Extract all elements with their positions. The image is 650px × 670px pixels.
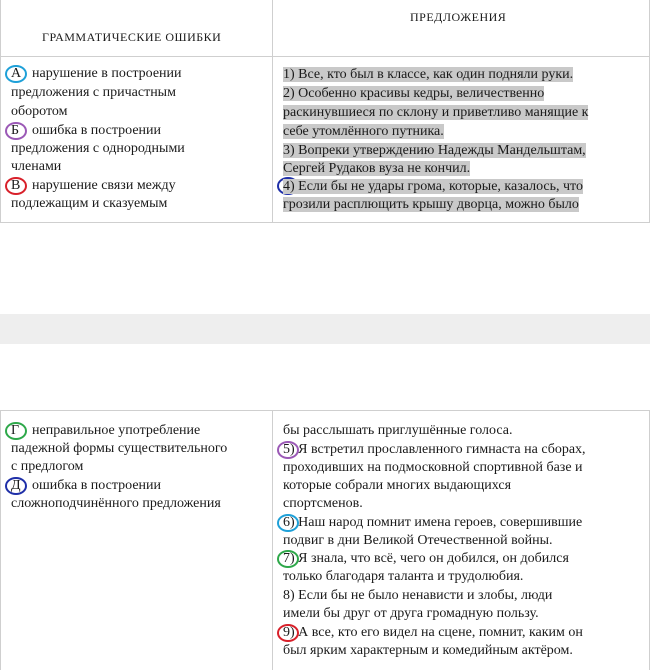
error-g-line: падежной формы существительного xyxy=(11,441,228,456)
error-letter-d: Д xyxy=(11,478,21,493)
error-g-line: с предлогом xyxy=(11,459,84,474)
sentence-line: грозили расплющить крышу дворца, можно было xyxy=(283,197,579,212)
error-v-line: подлежащим и сказуемым xyxy=(11,196,168,211)
sentence-line: бы расслышать приглушённые голоса. xyxy=(283,423,513,438)
sentence-line: только благодаря таланта и трудолюбия. xyxy=(283,569,524,584)
error-letter-v: В xyxy=(11,178,21,193)
sentence-line: себе утомлённого путника. xyxy=(283,124,444,139)
error-b-line: членами xyxy=(11,159,62,174)
error-v-line: нарушение связи между xyxy=(32,178,176,193)
error-d-line: ошибка в построении xyxy=(32,478,162,493)
sentence-line: 2) Особенно красивы кедры, величественно xyxy=(283,86,545,101)
error-a-line: предложения с причастным xyxy=(11,85,176,100)
sentence-line: Сергей Рудаков вуза не кончил. xyxy=(283,161,471,176)
sentence-line: которые собрали многих выдающихся xyxy=(283,478,512,493)
error-letter-g: Г xyxy=(11,423,20,438)
column-divider xyxy=(272,410,273,670)
header-divider xyxy=(0,56,650,57)
sentence-line: имели бы друг от друга громадную пользу. xyxy=(283,606,539,621)
error-a-line: оборотом xyxy=(11,104,68,119)
sentence-line: подвиг в дни Великой Отечественной войны. xyxy=(283,533,553,548)
sentence-line: 8) Если бы не было ненависти и злобы, люди xyxy=(283,588,553,603)
sentence-line: 5) Я встретил прославленного гимнаста на сборах, xyxy=(283,442,586,457)
sentence-line: раскинувшиеся по склону и приветливо манящие к xyxy=(283,105,589,120)
sentence-line: 4) Если бы не удары грома, которые, казалось, что xyxy=(283,179,583,194)
error-a-line: нарушение в построении xyxy=(32,66,182,81)
error-letter-b: Б xyxy=(11,123,20,138)
column-divider xyxy=(272,0,273,223)
sentence-line: был ярким характерным и комедийным актёром. xyxy=(283,643,573,658)
error-b-line: предложения с однородными xyxy=(11,141,185,156)
error-d-line: сложноподчинённого предложения xyxy=(11,496,221,511)
sentence-line: 7) Я знала, что всё, чего он добился, он добился xyxy=(283,551,569,566)
top-page xyxy=(0,0,650,300)
bottom-page xyxy=(0,360,650,670)
sentence-line: спортсменов. xyxy=(283,496,363,511)
sentence-line: 3) Вопреки утверждению Надежды Мандельштам, xyxy=(283,143,586,158)
error-letter-a: А xyxy=(11,66,22,81)
table-top-border xyxy=(0,410,650,411)
page-gap xyxy=(0,300,650,360)
left-border xyxy=(0,0,1,223)
error-g-line: неправильное употребление xyxy=(32,423,201,438)
sentence-line: 1) Все, кто был в классе, как один подняли руки. xyxy=(283,67,574,82)
header-sentences: ПРЕДЛОЖЕНИЯ xyxy=(410,10,507,24)
sentence-line: 6) Наш народ помнит имена героев, совершившие xyxy=(283,515,583,530)
header-errors: ГРАММАТИЧЕСКИЕ ОШИБКИ xyxy=(42,30,222,44)
error-b-line: ошибка в построении xyxy=(32,123,162,138)
left-border xyxy=(0,410,1,670)
page-separator xyxy=(0,314,650,344)
sentence-line: 9) А все, кто его видел на сцене, помнит, каким он xyxy=(283,625,583,640)
sentence-line: проходивших на подмосковной спортивной базе и xyxy=(283,460,583,475)
table-bottom-border xyxy=(0,222,650,223)
